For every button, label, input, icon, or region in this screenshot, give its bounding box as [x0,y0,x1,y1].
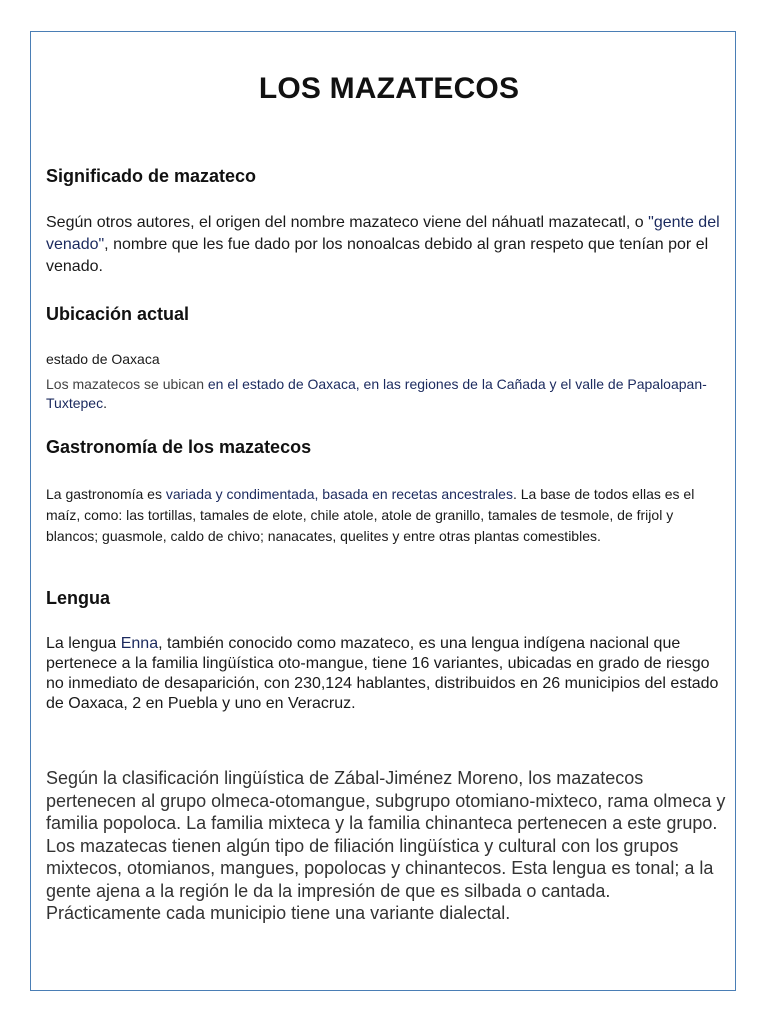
paragraph-lengua-2: Según la clasificación lingüística de Zábal-Jiménez Moreno, los mazatecos pertenecen al grupo olmeca-otomangue, subgrupo otomiano-mixteco, rama olmeca y familia popoloca. La familia mixteca y la familia chinanteca pertenecen a este grupo. Los mazatecas tienen algún tipo de filiación lingüística y cultural con los grupos mixtecos, otomianos, mangues, popolocas y chinantecos. Esta lengua es tonal; a la gente ajena a la región le da la impresión de que es silbada o cantada. Prácticamente cada municipio tiene una variante dialectal. [46,768,726,923]
heading-ubicacion: Ubicación actual [46,304,190,324]
paragraph-gastronomia: La gastronomía es variada y condimentada, basada en recetas ancestrales. La base de todos ellas es el maíz, como: las tortillas, tamales de elote, chile atole, atole de granillo, tamales de tesmole, de frijol y blancos; guasmole, caldo de chivo; nanacates, quelites y entre otras plantas comestibles. [46,486,695,544]
document-page [30,31,736,991]
heading-significado: Significado de mazateco [46,166,257,186]
link-gastronomia[interactable]: variada y condimentada, basada en recetas ancestrales [165,486,513,502]
link-gente-del-venado[interactable]: "gente del venado" [46,214,720,253]
ubicacion-line: estado de Oaxaca [46,351,160,367]
link-enna[interactable]: Enna [120,635,159,652]
page-title: LOS MAZATECOS [258,72,520,105]
heading-gastronomia: Gastronomía de los mazatecos [46,437,312,457]
link-ubicacion[interactable]: en el estado de Oaxaca, en las regiones de la Cañada y el valle de Papaloapan-Tuxtepec [46,376,707,411]
paragraph-significado: Según otros autores, el origen del nombre mazateco viene del náhuatl mazatecatl, o "gente del venado", nombre que les fue dado por los nonoalcas debido al gran respeto que tenían por el venado. [46,214,720,275]
paragraph-lengua-1: La lengua Enna, también conocido como mazateco, es una lengua indígena nacional que pertenece a la familia lingüística oto-mangue, tiene 16 variantes, ubicadas en grado de riesgo no inmediato de desaparición, con 230,124 hablantes, distribuidos en 26 municipios del estado de Oaxaca, 2 en Puebla y uno en Veracruz. [46,635,719,712]
heading-lengua: Lengua [46,588,111,608]
paragraph-ubicacion: Los mazatecos se ubican en el estado de Oaxaca, en las regiones de la Cañada y el valle de Papaloapan-Tuxtepec. [46,376,707,411]
